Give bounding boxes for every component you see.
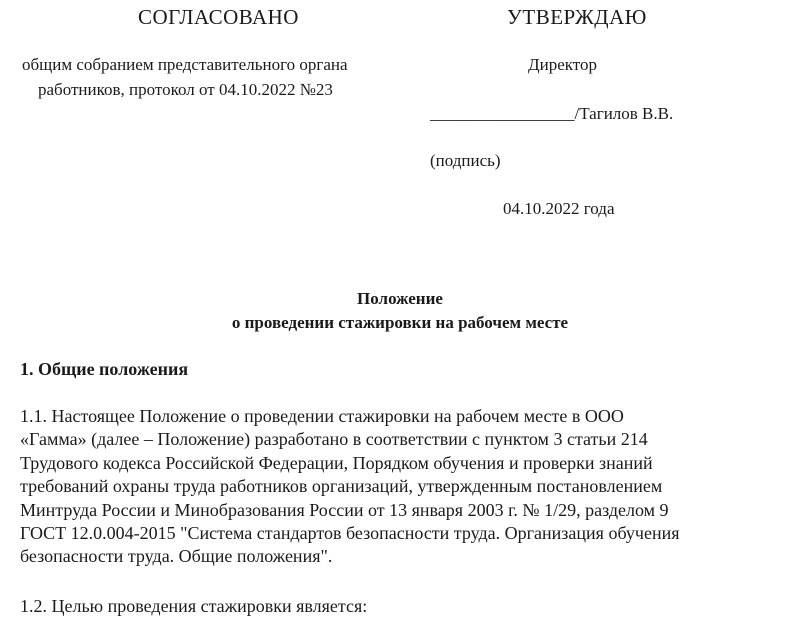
approval-date: 04.10.2022 года xyxy=(503,199,615,218)
section-heading: 1. Общие положения xyxy=(20,359,189,379)
paragraph-line: «Гамма» (далее – Положение) разработано в соответствии с пунктом 3 статьи 214 xyxy=(20,429,648,450)
paragraph-1-1 xyxy=(20,405,790,569)
agreed-body-line-1: общим собранием представительного органа xyxy=(22,55,348,74)
paragraph-line: 1.1. Настоящее Положение о проведении стажировки на рабочем месте в ООО xyxy=(20,406,624,426)
paragraph-line: Трудового кодекса Российской Федерации, Порядком обучения и проверки знаний xyxy=(20,452,653,473)
document-subtitle: о проведении стажировки на рабочем месте xyxy=(231,313,569,332)
signature-line: _________________/Тагилов В.В. xyxy=(430,104,674,123)
paragraph-1-2: 1.2. Целью проведения стажировки является: xyxy=(20,596,368,616)
signature-caption: (подпись) xyxy=(430,151,501,170)
paragraph-line: безопасности труда. Общие положения". xyxy=(20,546,333,567)
paragraph-line: требований охраны труда работников организаций, утвержденным постановлением xyxy=(20,476,663,497)
director-position: Директор xyxy=(528,55,597,74)
agreed-body-line-2: работников, протокол от 04.10.2022 №23 xyxy=(38,80,333,99)
agreed-heading: СОГЛАСОВАНО xyxy=(138,5,299,29)
document-title: Положение xyxy=(357,289,443,308)
paragraph-line: Минтруда России и Минобразования России от 13 января 2003 г. № 1/29, разделом 9 xyxy=(20,499,669,520)
approve-heading: УТВЕРЖДАЮ xyxy=(507,5,647,29)
paragraph-line: ГОСТ 12.0.004-2015 "Система стандартов безопасности труда. Организация обучения xyxy=(20,523,680,544)
